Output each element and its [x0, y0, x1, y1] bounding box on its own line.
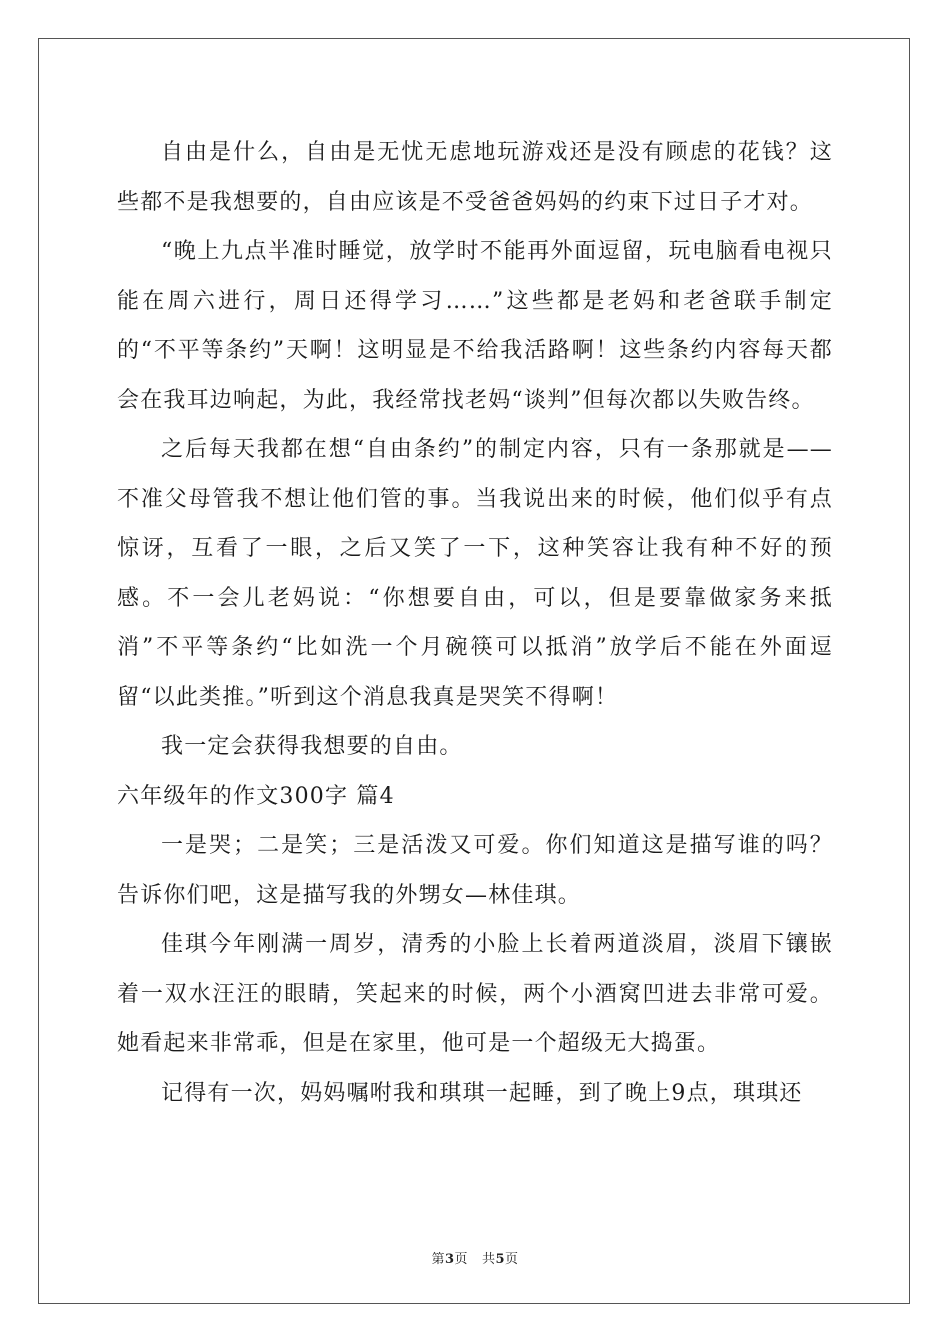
- page-suffix: 页: [454, 1252, 469, 1267]
- page-total: 5: [495, 1252, 506, 1267]
- total-suffix: 页: [505, 1252, 519, 1267]
- paragraph-5: 一是哭；二是笑；三是活泼又可爱。你们知道这是描写谁的吗？告诉你们吧，这是描写我的外甥女—林佳琪。: [117, 833, 833, 908]
- paragraph-7: 记得有一次，妈妈嘱咐我和琪琪一起睡，到了晚上9点，琪琪还: [161, 1080, 803, 1106]
- section-heading: 六年级年的作文300字 篇4: [117, 783, 395, 809]
- page-current: 3: [444, 1252, 455, 1267]
- paragraph-4: 我一定会获得我想要的自由。: [161, 734, 463, 759]
- page-prefix: 第: [431, 1252, 445, 1267]
- document-body: [117, 128, 833, 1118]
- paragraph-2: “晚上九点半准时睡觉，放学时不能再外面逗留，玩电脑看电视只能在周六进行，周日还得学习……”这些都是老妈和老爸联手制定的“不平等条约”天啊！这明显是不给我活路啊！这些条约内容每天都会在我耳边响起，为此，我经常找老妈“谈判”但每次都以失败告终。: [117, 239, 833, 413]
- paragraph-3: 之后每天我都在想“自由条约”的制定内容，只有一条那就是——不准父母管我不想让他们管的事。当我说出来的时候，他们似乎有点惊讶，互看了一眼，之后又笑了一下，这种笑容让我有种不好的预感。不一会儿老妈说：“你想要自由，可以，但是要靠做家务来抵消”不平等条约“比如洗一个月碗筷可以抵消”放学后不能在外面逗留“以此类推。”听到这个消息我真是哭笑不得啊！: [117, 437, 833, 710]
- paragraph-1: 自由是什么，自由是无忧无虑地玩游戏还是没有顾虑的花钱？这些都不是我想要的，自由应该是不受爸爸妈妈的约束下过日子才对。: [117, 140, 833, 215]
- page-footer: [0, 1248, 950, 1267]
- total-prefix: 共: [481, 1252, 496, 1267]
- paragraph-6: 佳琪今年刚满一周岁，清秀的小脸上长着两道淡眉，淡眉下镶嵌着一双水汪汪的眼睛，笑起来的时候，两个小酒窝凹进去非常可爱。她看起来非常乖，但是在家里，他可是一个超级无大捣蛋。: [117, 932, 833, 1056]
